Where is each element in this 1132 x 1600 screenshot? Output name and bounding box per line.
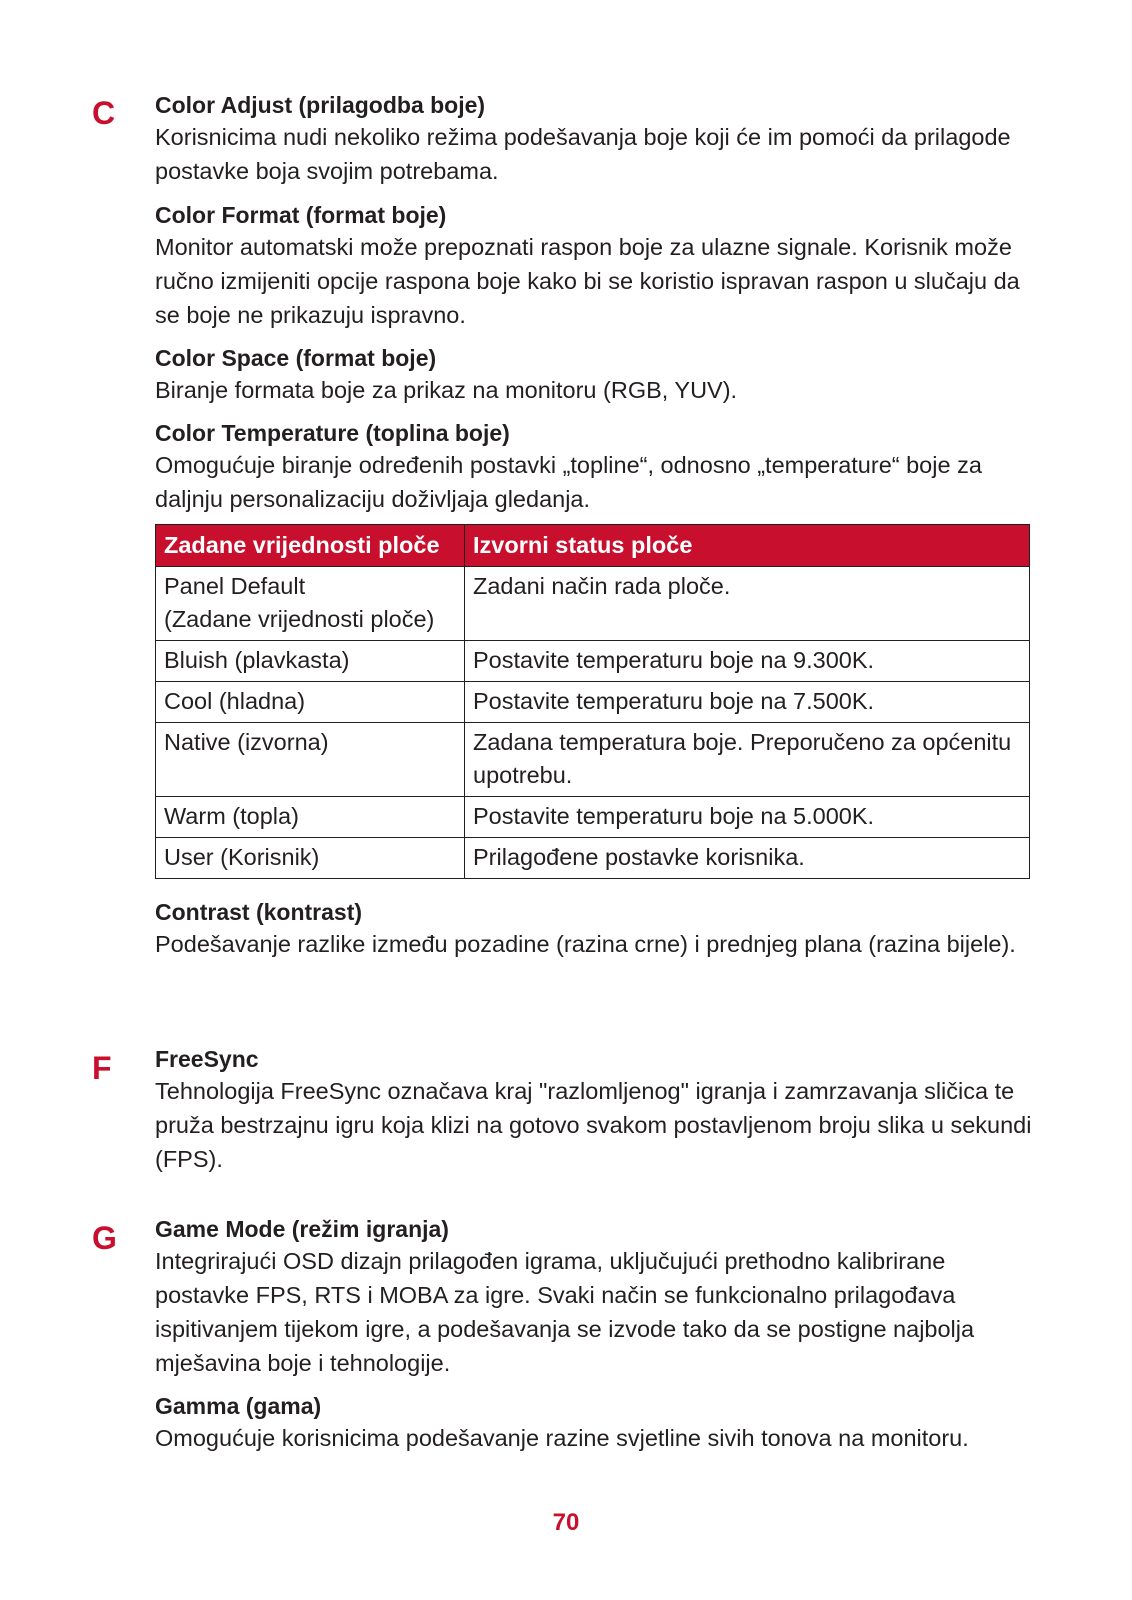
entry-freesync [155,1044,1035,1176]
table-row [156,641,1030,682]
table-header-cell: Izvorni status ploče [465,525,1030,567]
entry-contrast [155,897,1035,961]
section-letter-g: G [92,1220,117,1256]
term-heading: Contrast (kontrast) [155,899,363,925]
term-heading: FreeSync [155,1046,259,1072]
term-description: Omogućuje biranje određenih postavki „topline“, odnosno „temperature“ boje za daljnju personalizaciju doživljaja gledanja. [155,452,982,512]
entry-gamma [155,1391,1035,1455]
term-description: Omogućuje korisnicima podešavanje razine svjetline sivih tonova na monitoru. [155,1425,969,1451]
table-row [156,567,1030,641]
term-heading: Color Temperature (toplina boje) [155,420,510,446]
entry-color-adjust [155,90,1035,188]
table-cell: Panel Default (Zadane vrijednosti ploče) [156,567,465,641]
term-description: Monitor automatski može prepoznati raspon boje za ulazne signale. Korisnik može ručno izmijeniti opcije raspona boje kako bi se koristio ispravan raspon u slučaju da se boje ne prikazuju ispravno. [155,234,1020,328]
table-cell: Bluish (plavkasta) [156,641,465,682]
entry-game-mode [155,1214,1035,1380]
table-cell: Native (izvorna) [156,723,465,797]
table-cell: Cool (hladna) [156,682,465,723]
table-row [156,797,1030,838]
term-heading: Game Mode (režim igranja) [155,1216,449,1242]
table-header-cell: Zadane vrijednosti ploče [156,525,465,567]
table-row [156,682,1030,723]
table-cell: Postavite temperaturu boje na 5.000K. [465,797,1030,838]
table-cell: Postavite temperaturu boje na 7.500K. [465,682,1030,723]
section-f [155,1044,1035,1176]
section-letter-c: C [92,95,116,131]
table-cell: Zadana temperatura boje. Preporučeno za općenitu upotrebu. [465,723,1030,797]
table-row [156,723,1030,797]
table-header-row [156,525,1030,567]
color-temperature-table [155,524,1030,879]
entry-color-format [155,200,1035,332]
term-heading: Color Format (format boje) [155,202,447,228]
entry-color-temperature [155,418,1035,516]
table-cell: Zadani način rada ploče. [465,567,1030,641]
term-heading: Gamma (gama) [155,1393,322,1419]
term-description: Integrirajući OSD dizajn prilagođen igrama, uključujući prethodno kalibrirane postavke FPS, RTS i MOBA za igre. Svaki način se funkcionalno prilagođava ispitivanjem tijekom igre, a podešavanja se izvode tako da se postigne najbolja mješavina boje i tehnologije. [155,1248,975,1376]
table-cell: User (Korisnik) [156,838,465,879]
section-letter-f: F [92,1050,112,1086]
section-c [155,90,1035,961]
term-description: Tehnologija FreeSync označava kraj "razlomljenog" igranja i zamrzavanja sličica te pruža bestrzajnu igru koja klizi na gotovo svakom postavljenom broju slika u sekundi (FPS). [155,1078,1032,1172]
term-description: Biranje formata boje za prikaz na monitoru (RGB, YUV). [155,377,738,403]
table-row [156,838,1030,879]
table-cell: Prilagođene postavke korisnika. [465,838,1030,879]
table-cell: Warm (topla) [156,797,465,838]
term-heading: Color Adjust (prilagodba boje) [155,92,486,118]
term-description: Podešavanje razlike između pozadine (razina crne) i prednjeg plana (razina bijele). [155,931,1016,957]
entry-color-space [155,343,1035,407]
term-heading: Color Space (format boje) [155,345,437,371]
table-cell: Postavite temperaturu boje na 9.300K. [465,641,1030,682]
term-description: Korisnicima nudi nekoliko režima podešavanja boje koji će im pomoći da prilagode postavke boja svojim potrebama. [155,124,1011,184]
section-g [155,1214,1035,1455]
page-number: 70 [552,1509,580,1536]
